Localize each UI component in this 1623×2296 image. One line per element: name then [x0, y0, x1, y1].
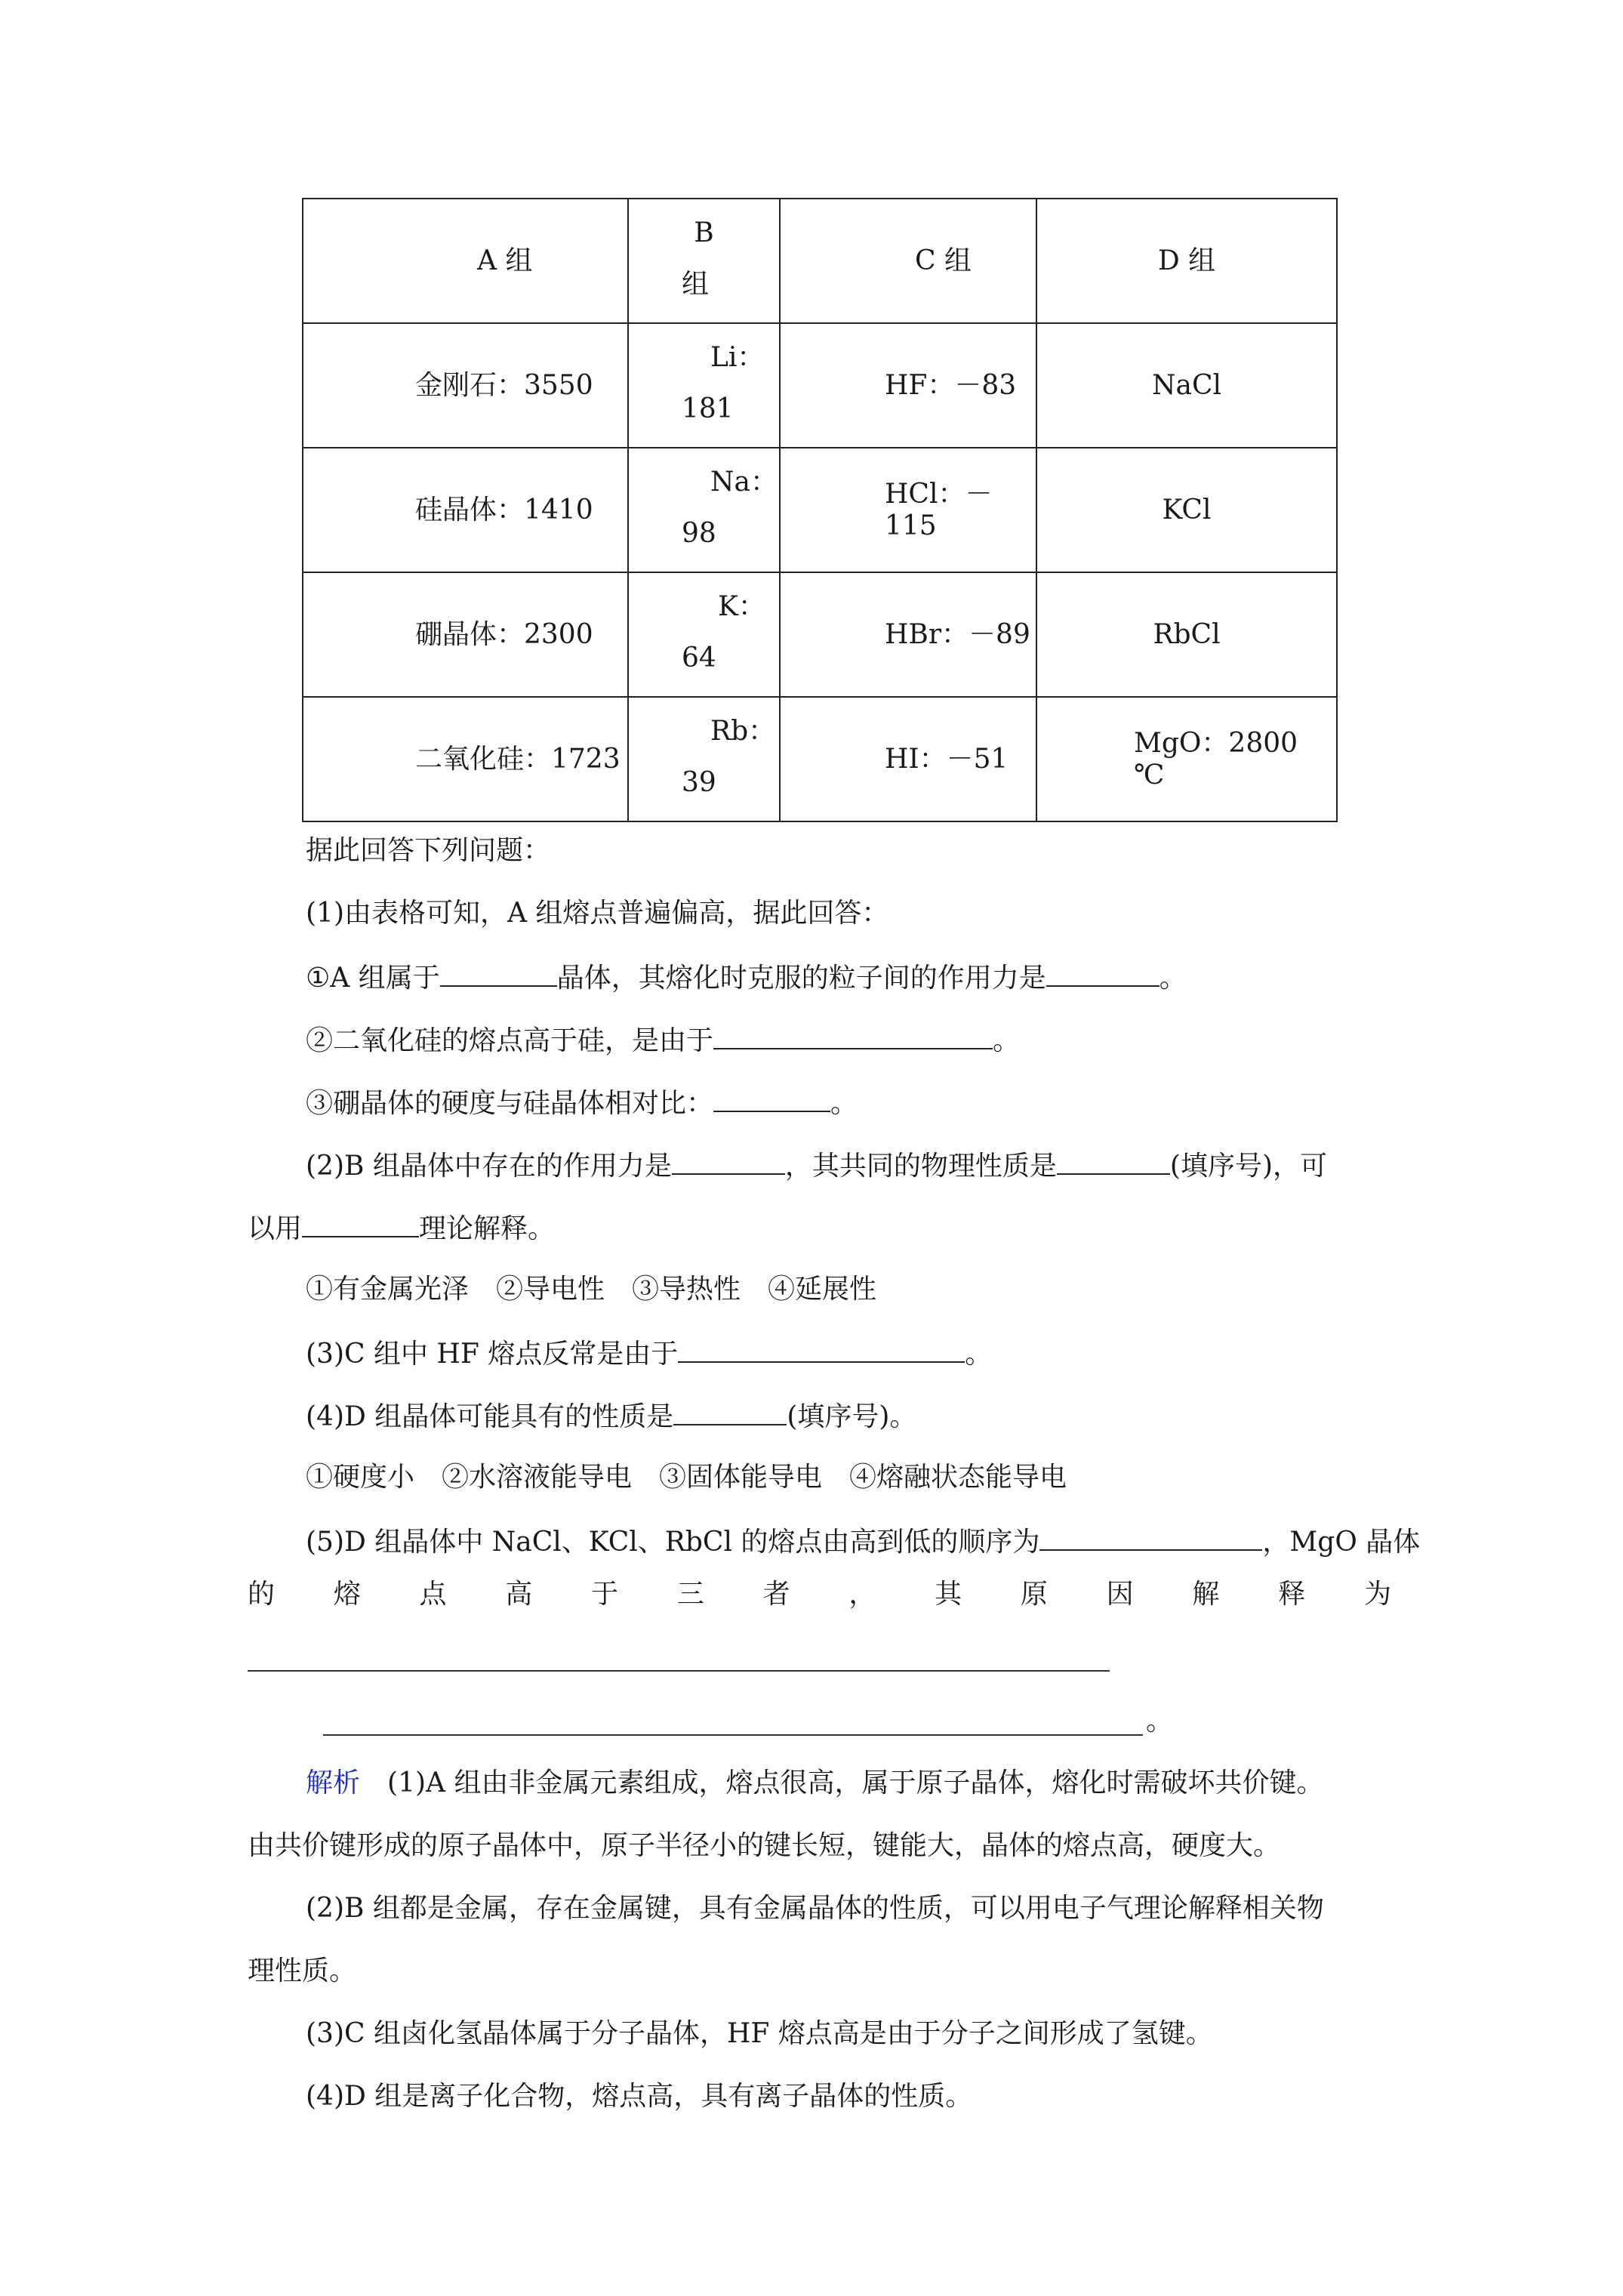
question-5-text-b: ，MgO 晶体: [1262, 1527, 1421, 1558]
answer-line[interactable]: [323, 1734, 1143, 1736]
question-1-3: [306, 1085, 858, 1120]
analysis-label: 解析: [306, 1767, 361, 1798]
answer-blank[interactable]: [302, 1210, 419, 1237]
question-2-text-d: 以用: [248, 1213, 303, 1244]
table-row: [303, 323, 1337, 448]
analysis-paragraph-2-cont: 理性质。: [248, 1955, 357, 1986]
spread-char: 为: [1363, 1579, 1391, 1610]
spread-char: 点: [419, 1579, 447, 1610]
answer-blank[interactable]: [1057, 1148, 1170, 1175]
cell-b-symbol: Na：: [710, 467, 778, 498]
analysis-paragraph-2: (2)B 组都是金属，存在金属键，具有金属晶体的性质，可以用电子气理论解释相关物: [306, 1893, 1324, 1924]
cell-b-symbol: Rb：: [710, 716, 776, 747]
cell-b-symbol: Li：: [710, 342, 765, 373]
answer-blank[interactable]: [1039, 1524, 1262, 1551]
cell-b: [628, 323, 780, 448]
cell-c: HF：－83: [780, 323, 1036, 448]
cell-d: MgO：2800 ℃: [1036, 697, 1337, 821]
cell-d: KCl: [1036, 448, 1337, 572]
spread-char: 其: [935, 1579, 962, 1610]
answer-line[interactable]: [248, 1670, 1110, 1672]
question-5-text-a: (5)D 组晶体中 NaCl、KCl、RbCl 的熔点由高到低的顺序为: [306, 1527, 1040, 1558]
cell-a: 二氧化硅：1723: [303, 697, 628, 821]
header-group-b: [628, 199, 780, 323]
cell-c: HBr：－89: [780, 572, 1036, 697]
spread-char: 的: [248, 1579, 276, 1610]
spread-char: 因: [1106, 1579, 1134, 1610]
cell-c: HCl：－115: [780, 448, 1036, 572]
cell-d: NaCl: [1036, 323, 1337, 448]
question-1: (1)由表格可知，A 组熔点普遍偏高，据此回答：: [306, 898, 889, 929]
question-2-text-b: ，其共同的物理性质是: [784, 1151, 1057, 1182]
cell-b-symbol: K：: [718, 591, 765, 622]
spread-char: 释: [1278, 1579, 1306, 1610]
spread-char: 解: [1192, 1579, 1220, 1610]
header-group-b-line2: 组: [682, 269, 710, 300]
question-3-text-a: (3)C 组中 HF 熔点反常是由于: [306, 1339, 679, 1370]
spread-char: ，: [848, 1579, 876, 1610]
analysis-paragraph-4: (4)D 组是离子化合物，熔点高，具有离子晶体的性质。: [306, 2081, 973, 2112]
question-2: [306, 1148, 1327, 1183]
table-row: [303, 572, 1337, 697]
cell-b: [628, 697, 780, 821]
question-1-3-text-a: ③硼晶体的硬度与硅晶体相对比：: [306, 1088, 714, 1119]
answer-blank[interactable]: [678, 1336, 965, 1363]
question-3: [306, 1336, 992, 1371]
question-2-cont: [248, 1210, 555, 1246]
question-2-text-a: (2)B 组晶体中存在的作用力是: [306, 1151, 672, 1182]
question-1-1-text-b: 晶体，其熔化时克服的粒子间的作用力是: [556, 963, 1046, 994]
answer-blank[interactable]: [1046, 960, 1160, 987]
question-4-options: ①硬度小 ②水溶液能导电 ③固体能导电 ④熔融状态能导电: [306, 1462, 1067, 1493]
question-1-2-text-b: 。: [993, 1025, 1021, 1056]
cell-b-value: 181: [682, 393, 734, 424]
cell-b-value: 98: [682, 518, 716, 549]
cell-b-value: 39: [682, 767, 716, 798]
answer-blank[interactable]: [440, 960, 557, 987]
question-1-1: [306, 960, 1187, 995]
question-3-text-b: 。: [965, 1339, 993, 1370]
table-row: [303, 697, 1337, 821]
cell-a: 金刚石：3550: [303, 323, 628, 448]
analysis-text-1a: (1)A 组由非金属元素组成，熔点很高，属于原子晶体，熔化时需破坏共价键。: [387, 1767, 1324, 1798]
answer-blank[interactable]: [713, 1085, 830, 1112]
question-1-2: [306, 1022, 1020, 1058]
cell-b: [628, 448, 780, 572]
analysis-paragraph-1: [306, 1767, 1323, 1800]
questions-intro: 据此回答下列问题：: [306, 835, 551, 866]
table-header-row: [303, 199, 1337, 323]
question-2-text-c: (填序号)，可: [1169, 1151, 1328, 1182]
melting-point-table: [302, 198, 1338, 822]
header-group-d: D 组: [1036, 199, 1337, 323]
question-5: [306, 1524, 1420, 1559]
cell-b: [628, 572, 780, 697]
analysis-paragraph-1-cont: 由共价键形成的原子晶体中，原子半径小的键长短，键能大，晶体的熔点高，硬度大。: [248, 1830, 1281, 1861]
spread-char: 原: [1020, 1579, 1048, 1610]
question-4: [306, 1398, 916, 1434]
answer-blank[interactable]: [672, 1148, 785, 1175]
question-5-end: 。: [1146, 1706, 1174, 1737]
header-group-a: A 组: [303, 199, 628, 323]
question-1-2-text-a: ②二氧化硅的熔点高于硅，是由于: [306, 1025, 714, 1056]
cell-a: 硼晶体：2300: [303, 572, 628, 697]
question-1-1-text-c: 。: [1159, 963, 1187, 994]
question-4-text-a: (4)D 组晶体可能具有的性质是: [306, 1401, 674, 1432]
cell-a: 硅晶体：1410: [303, 448, 628, 572]
answer-blank[interactable]: [713, 1022, 993, 1049]
cell-c: HI：－51: [780, 697, 1036, 821]
question-5-justified-line: [248, 1578, 1391, 1611]
answer-blank[interactable]: [673, 1398, 787, 1425]
analysis-paragraph-3: (3)C 组卤化氢晶体属于分子晶体，HF 熔点高是由于分子之间形成了氢键。: [306, 2018, 1213, 2049]
question-4-text-b: (填序号)。: [787, 1401, 917, 1432]
spread-char: 高: [505, 1579, 533, 1610]
table-row: [303, 448, 1337, 572]
cell-d: RbCl: [1036, 572, 1337, 697]
spread-char: 熔: [333, 1579, 361, 1610]
question-1-1-text-a: ①A 组属于: [306, 963, 440, 994]
spread-char: 于: [591, 1579, 619, 1610]
header-group-b-line1: B: [694, 217, 714, 248]
spread-char: 者: [762, 1579, 790, 1610]
question-2-text-e: 理论解释。: [419, 1213, 556, 1244]
cell-b-value: 64: [682, 643, 716, 673]
question-1-3-text-b: 。: [830, 1088, 858, 1119]
header-group-c: C 组: [780, 199, 1036, 323]
question-2-options: ①有金属光泽 ②导电性 ③导热性 ④延展性: [306, 1274, 877, 1305]
spread-char: 三: [676, 1579, 704, 1610]
